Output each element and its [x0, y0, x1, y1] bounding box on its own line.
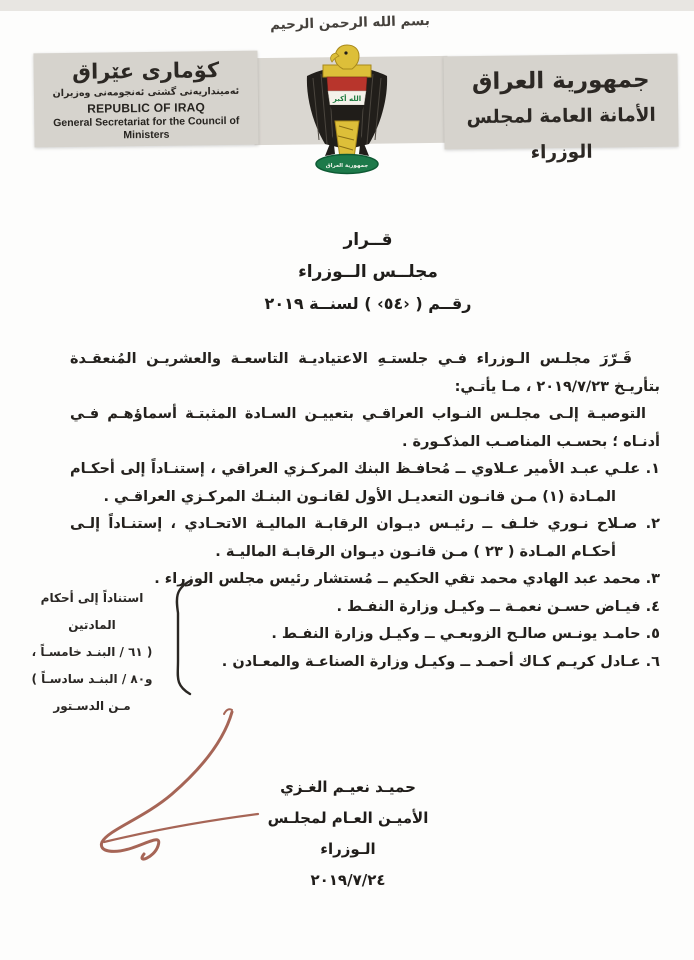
signature-block	[243, 772, 453, 896]
list-item: ٦. عـادل كريـم كـاك أحمـد ــ وكيـل وزارة الصناعـة والمعـادن .	[221, 653, 660, 670]
margin-note-line: مـن الدسـتور	[53, 699, 131, 713]
signatory-title: الأميـن العـام لمجلـس الـوزراء	[267, 809, 429, 858]
margin-note-line: و٨٠ / البنـد سادسـاً )	[31, 672, 153, 686]
letterhead-left-block	[33, 51, 258, 148]
bismillah-calligraphy: بسم الله الرحمن الرحيم	[269, 12, 431, 34]
title-number-year: رقــم ( ‹٥٤› ) لسنــة ٢٠١٩	[264, 294, 472, 313]
flag-takbir-text: الله أكبر	[332, 95, 362, 103]
title-council: مجلــس الــوزراء	[298, 262, 438, 282]
decision-title-block	[258, 224, 478, 320]
signature-date: ٢٠١٩/٧/٢٤	[310, 871, 386, 889]
list-item: ١. علـي عبـد الأمير عـلاوي ــ مُحافـظ البنك المركـزي العراقي ، إستنـاداً إلى أحكـام المـادة (١) مـن قانـون التعديـل الأول لقانـون البنـك المركـزي العراقـي .	[70, 461, 660, 505]
margin-note-line: ( ٦١ / البنـد خامسـاً ،	[31, 645, 153, 659]
arabic-secretariat-title: الأمانة العامة لمجلس الوزراء	[466, 104, 656, 164]
iraq-coat-of-arms-icon	[299, 44, 395, 176]
preamble-paragraph: قَـرّرَ مجلـس الـوزراء فـي جلستـهِ الاعتياديـة التاسعـة والعشريـن المُنعقـدة بتأريـخ ٢٠١٩/٧/٢٣ ، مـا يأتـي:	[70, 351, 660, 395]
kurdish-subtitle: ئەمینداریەتی گشتی ئەنجومەنی وەزیران	[52, 85, 240, 100]
arabic-republic-title: جمهورية العراق	[471, 66, 650, 96]
title-decision: قــرار	[343, 230, 393, 250]
kurdish-title: كۆمارى عێراق	[72, 58, 220, 84]
letterhead-right-block	[443, 54, 678, 164]
english-subtitle: General Secretariat for the Council of Ministers	[53, 114, 240, 142]
list-item: ٣. محمد عبد الهادي محمد تقي الحكيم ــ مُستشار رئيس مجلس الوزراء .	[154, 571, 660, 587]
list-item: ٢. صـلاح نـوري خلـف ــ رئيـس ديـوان الرقابـة الماليـة الاتحـادي ، إستنـاداً إلـى أحكـام المـادة ( ٢٣ ) مـن قانـون ديـوان الرقابـة الماليـة .	[70, 516, 660, 560]
list-item: ٥. حامـد يونـس صالـح الزوبعـي ــ وكيـل وزارة النفـط .	[271, 626, 660, 642]
constitution-margin-note	[18, 585, 166, 720]
margin-note-line: استناداً إلى أحكام المادتين	[40, 591, 144, 632]
scan-edge-strip	[0, 0, 694, 11]
grouping-brace	[167, 577, 195, 699]
list-item: ٤. فيـاض حسـن نعمـة ــ وكيـل وزارة النفـط .	[336, 598, 660, 615]
emblem-scroll-text: جمهورية العراق	[325, 163, 369, 169]
english-title: REPUBLIC OF IRAQ	[87, 100, 206, 116]
recommendation-paragraph: التوصيـة إلـى مجلـس النـواب العراقـي بتعييـن السـادة المثبتـة أسماؤهـم فـي أدنـاه ؛ بحسـب المناصـب المذكـورة .	[70, 406, 660, 450]
signatory-name: حميـد نعيـم الغـزي	[280, 778, 416, 796]
